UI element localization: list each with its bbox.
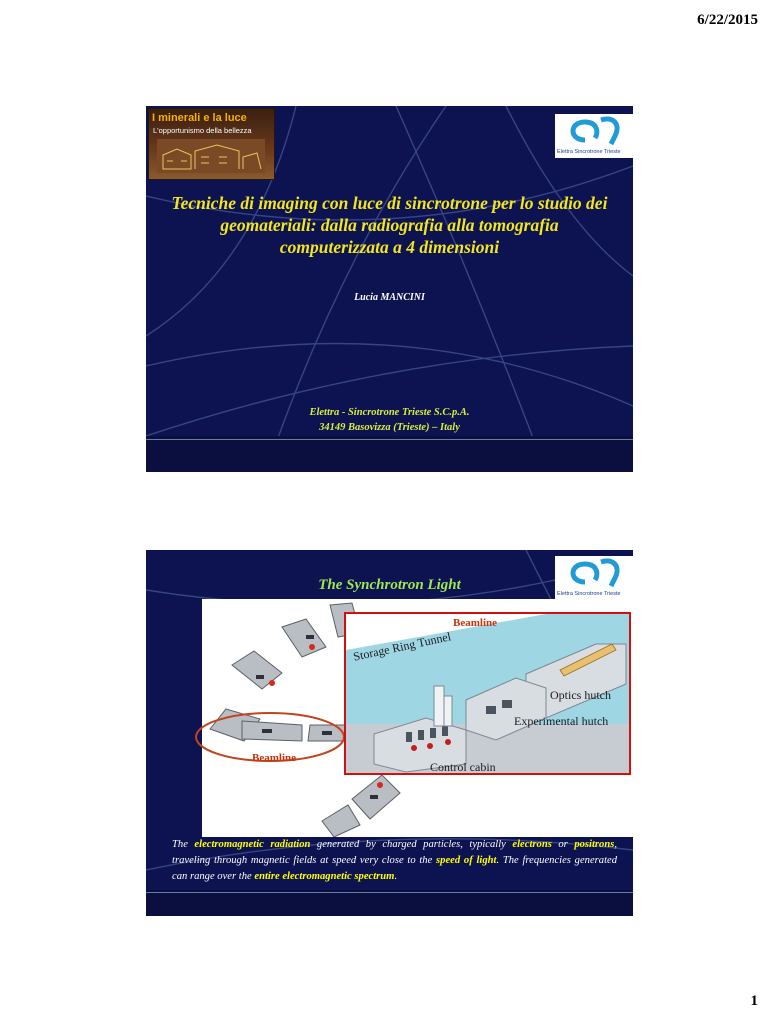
page-date: 6/22/2015 bbox=[697, 12, 758, 28]
page-number: 1 bbox=[750, 993, 758, 1009]
slide-synchrotron-light bbox=[146, 550, 633, 916]
building-sketch-icon bbox=[157, 139, 265, 173]
divider-line bbox=[146, 439, 633, 440]
author-name: Lucia MANCINI bbox=[354, 292, 425, 303]
elettra-caption: Elettra Sincrotrone Trieste bbox=[557, 591, 621, 597]
storage-ring-tunnel-label: Storage Ring Tunnel bbox=[352, 629, 453, 664]
slide1-title: Tecniche di imaging con luce di sincrotrone per lo studio dei geomateriali: dalla radiografia alla tomografia computerizzata a 4 dimensioni bbox=[171, 193, 608, 257]
optics-hutch-label: Optics hutch bbox=[550, 688, 611, 702]
elettra-caption: Elettra Sincrotrone Trieste bbox=[557, 149, 621, 155]
body-text: . bbox=[394, 871, 398, 882]
slide2-title: The Synchrotron Light bbox=[318, 577, 461, 593]
ring-beamline-label: Beamline bbox=[252, 752, 296, 764]
body-text: The bbox=[172, 839, 195, 850]
elettra-logo-icon bbox=[555, 114, 633, 148]
logo-title: I minerali e la luce bbox=[152, 112, 247, 124]
inset-beamline-label: Beamline bbox=[453, 617, 497, 629]
body-text: . The frequencies generated can range over the bbox=[172, 855, 618, 882]
highlight-electromagnetic-radiation: electromagnetic radiation bbox=[194, 839, 311, 850]
control-cabin-label: Control cabin bbox=[430, 760, 496, 774]
body-text: , traveling through magnetic fields at speed very close to the bbox=[172, 839, 618, 866]
experimental-hutch-label: Experimental hutch bbox=[514, 714, 609, 728]
highlight-electrons: electrons bbox=[512, 839, 552, 850]
logo-subtitle: L'opportunismo della bellezza bbox=[153, 126, 252, 135]
affiliation bbox=[146, 405, 633, 435]
body-text: generated by charged particles, typically bbox=[310, 839, 513, 850]
divider-line bbox=[146, 892, 633, 893]
affiliation-line1: Elettra - Sincrotrone Trieste S.C.p.A. bbox=[309, 407, 470, 418]
body-text: or bbox=[551, 839, 575, 850]
affiliation-line2: 34149 Basovizza (Trieste) – Italy bbox=[319, 422, 460, 433]
minerali-luce-logo bbox=[148, 108, 275, 180]
slide-title bbox=[146, 106, 633, 472]
highlight-em-spectrum: entire electromagnetic spectrum bbox=[254, 871, 395, 882]
highlight-speed-of-light: speed of light bbox=[436, 855, 497, 866]
elettra-logo bbox=[555, 114, 633, 158]
beamline-schematic-inset bbox=[344, 612, 631, 775]
highlight-positrons: positrons bbox=[574, 839, 615, 850]
synchrotron-description bbox=[172, 837, 617, 885]
